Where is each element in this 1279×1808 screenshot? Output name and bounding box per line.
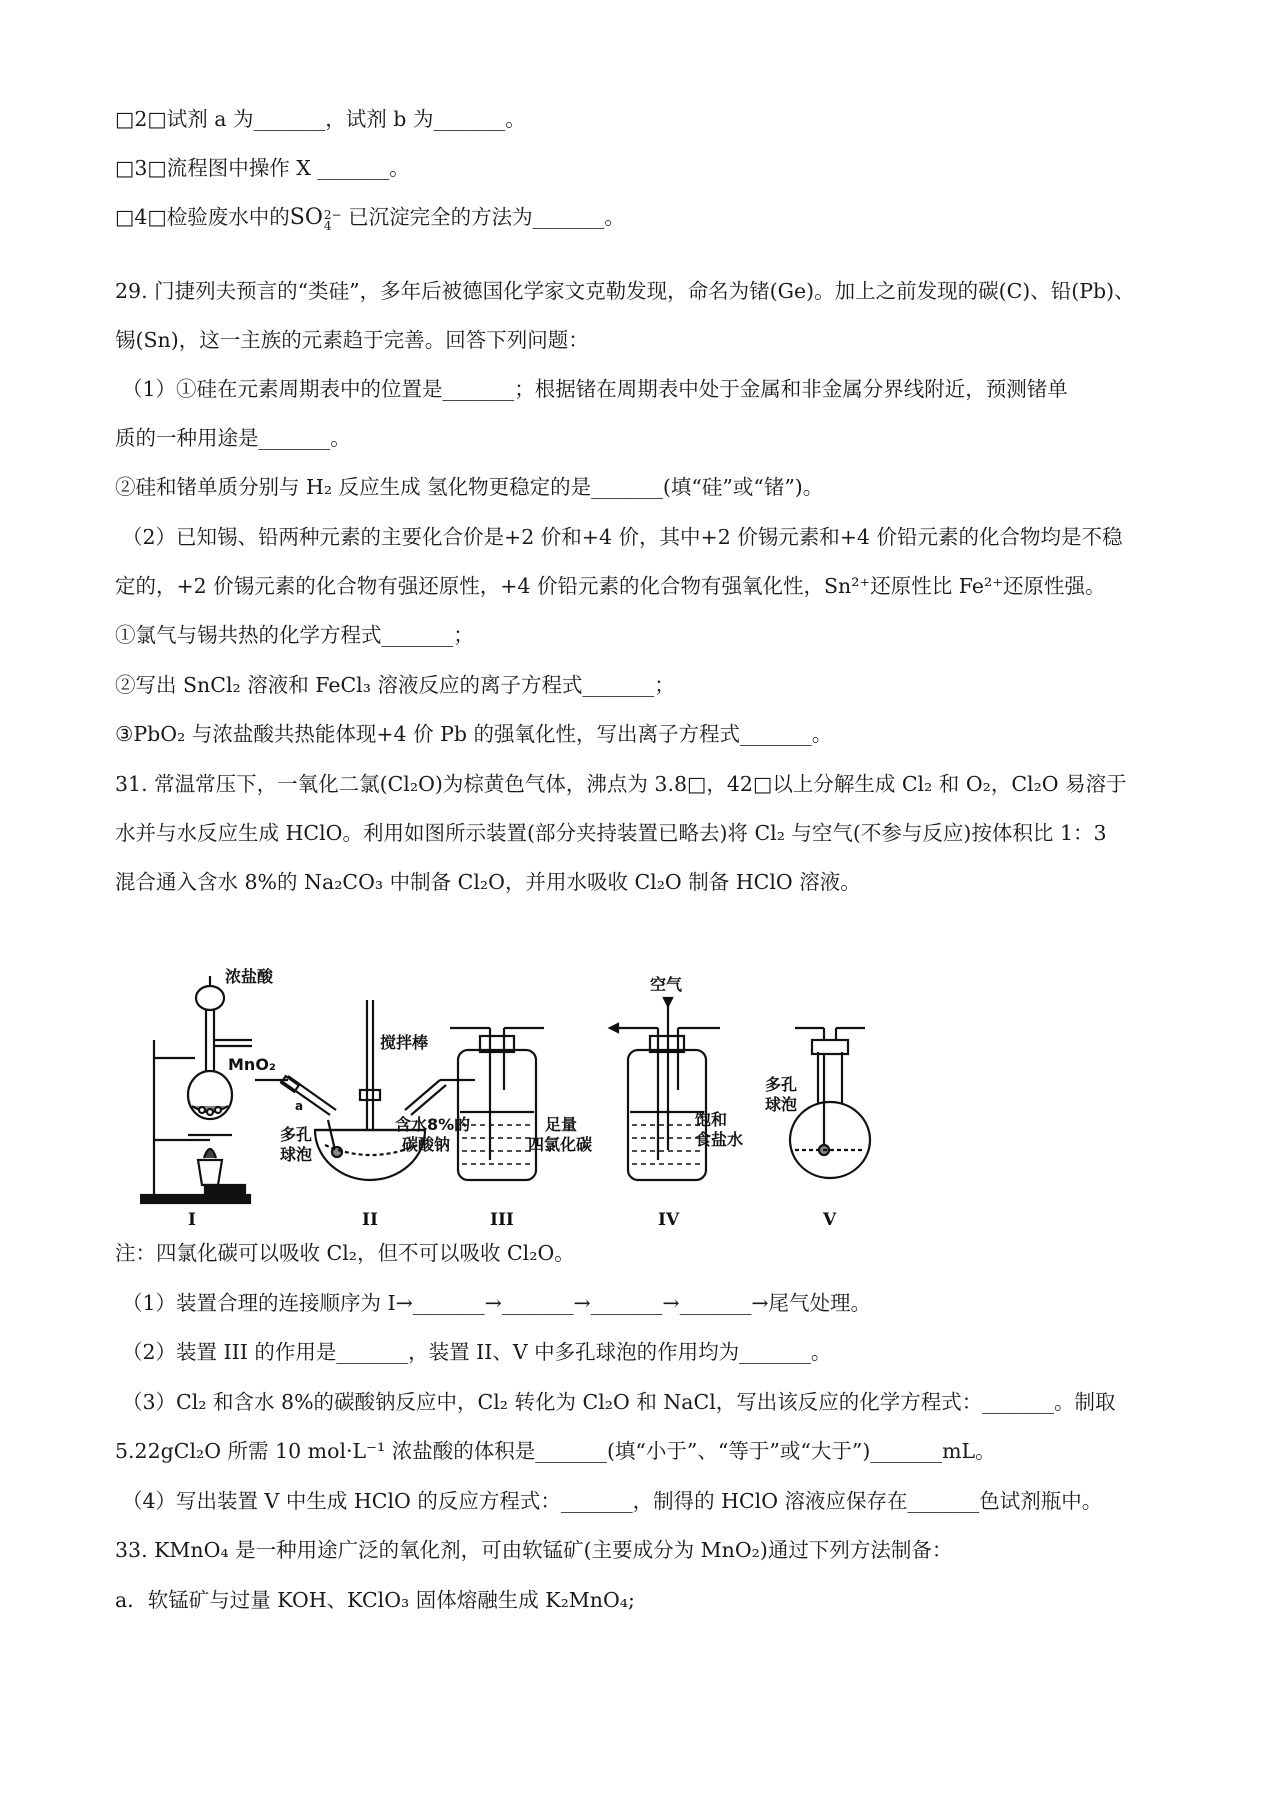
question-29-2-a: （2）已知锡、铅两种元素的主要化合价是+2 价和+4 价，其中+2 价锡元素和+4 价铅元素的化合物均是不稳 (122, 525, 1123, 549)
question-31-stem-3: 混合通入含水 8%的 Na₂CO₃ 中制备 Cl₂O，并用水吸收 Cl₂O 制备 HClO 溶液。 (115, 870, 861, 894)
question-31-3-b: 5.22gCl₂O 所需 10 mol·L⁻¹ 浓盐酸的体积是_______(填“小于”、“等于”或“大于”)_______mL。 (115, 1439, 996, 1463)
question-29-2-d: ②写出 SnCl₂ 溶液和 FeCl₃ 溶液反应的离子方程式_______； (115, 673, 675, 697)
label-brine-a: 饱和 (695, 1110, 728, 1129)
question-31-4: （4）写出装置 V 中生成 HClO 的反应方程式：_______，制得的 HClO 溶液应保存在_______色试剂瓶中。 (122, 1489, 1103, 1513)
question-31-stem-2: 水并与水反应生成 HClO。利用如图所示装置(部分夹持装置已略去)将 Cl₂ 与空气(不参与反应)按体积比 1：3 (115, 821, 1107, 845)
apparatus-figure (140, 940, 970, 1230)
question-31-2: （2）装置 III 的作用是_______，装置 II、V 中多孔球泡的作用均为_______。 (122, 1340, 832, 1364)
label-na2co3-b: 碳酸钠 (402, 1135, 451, 1154)
question-28-4-text-a: □4□检验废水中的 (115, 205, 290, 229)
question-28-4-text-b: 已沉淀完全的方法为_______。 (341, 205, 625, 229)
label-stirring-rod: 搅拌棒 (380, 1033, 429, 1052)
label-brine-b: 食盐水 (695, 1130, 744, 1149)
apparatus-3-bottle (450, 1028, 544, 1180)
apparatus-diagram (140, 940, 970, 1230)
roman-numeral-3: III (490, 1210, 514, 1230)
label-bubbler-2a: 多孔 (280, 1125, 313, 1144)
roman-numeral-4: IV (658, 1210, 680, 1230)
question-28-3: □3□流程图中操作 X _______。 (115, 156, 410, 180)
question-28-2: □2□试剂 a 为_______，试剂 b 为_______。 (115, 107, 526, 131)
label-ccl4-a: 足量 (545, 1115, 578, 1134)
label-bubbler-2b: 球泡 (280, 1145, 313, 1164)
roman-numeral-1: I (188, 1210, 196, 1230)
question-31-3-a: （3）Cl₂ 和含水 8%的碳酸钠反应中，Cl₂ 转化为 Cl₂O 和 NaCl，写出该反应的化学方程式：_______。制取 (122, 1390, 1116, 1414)
question-29-2-b: 定的，+2 价锡元素的化合物有强还原性，+4 价铅元素的化合物有强氧化性，Sn²⁺还原性比 Fe²⁺还原性强。 (115, 574, 1106, 598)
label-ccl4-b: 四氯化碳 (528, 1135, 593, 1154)
label-bubbler-5b: 球泡 (765, 1095, 798, 1114)
label-air: 空气 (650, 975, 683, 994)
question-31-stem-1: 31. 常温常压下，一氧化二氯(Cl₂O)为棕黄色气体，沸点为 3.8□，42□以上分解生成 Cl₂ 和 O₂，Cl₂O 易溶于 (115, 772, 1127, 796)
label-bubbler-5a: 多孔 (765, 1075, 798, 1094)
question-33-stem: 33. KMnO₄ 是一种用途广泛的氧化剂，可由软锰矿(主要成分为 MnO₂)通过下列方法制备： (115, 1538, 953, 1562)
roman-numeral-5: V (823, 1210, 837, 1230)
question-28-4 (115, 202, 625, 233)
label-na2co3-a: 含水8%的 (395, 1115, 471, 1134)
apparatus-1-generator (140, 976, 252, 1203)
sulfate-ion: SO 2− 4 (289, 205, 342, 233)
question-31-1: （1）装置合理的连接顺序为 I→_______→_______→_______→_______→尾气处理。 (122, 1291, 872, 1315)
label-mno2: MnO₂ (228, 1055, 276, 1074)
figure-note: 注：四氯化碳可以吸收 Cl₂，但不可以吸收 Cl₂O。 (115, 1241, 575, 1265)
apparatus-4-bottle (610, 998, 720, 1180)
roman-numeral-2: II (362, 1210, 378, 1230)
question-29-stem-2: 锡(Sn)，这一主族的元素趋于完善。回答下列问题： (115, 328, 589, 352)
label-conc-hcl: 浓盐酸 (225, 967, 274, 986)
question-29-2-e: ③PbO₂ 与浓盐酸共热能体现+4 价 Pb 的强氧化性，写出离子方程式_______。 (115, 722, 833, 746)
label-a: a (295, 1099, 304, 1113)
apparatus-5-flask (790, 1028, 870, 1178)
question-29-2-c: ①氯气与锡共热的化学方程式_______； (115, 623, 474, 647)
question-29-1-b: 质的一种用途是_______。 (115, 426, 351, 450)
question-29-1-c: ②硅和锗单质分别与 H₂ 反应生成 氢化物更稳定的是_______(填“硅”或“锗”)。 (115, 475, 824, 499)
question-29-1-a: （1）①硅在元素周期表中的位置是_______；根据锗在周期表中处于金属和非金属分界线附近，预测锗单 (122, 377, 1068, 401)
question-29-stem-1: 29. 门捷列夫预言的“类硅”，多年后被德国化学家文克勒发现，命名为锗(Ge)。加上之前发现的碳(C)、铅(Pb)、 (115, 279, 1135, 303)
question-33-a: a．软锰矿与过量 KOH、KClO₃ 固体熔融生成 K₂MnO₄; (115, 1588, 635, 1612)
